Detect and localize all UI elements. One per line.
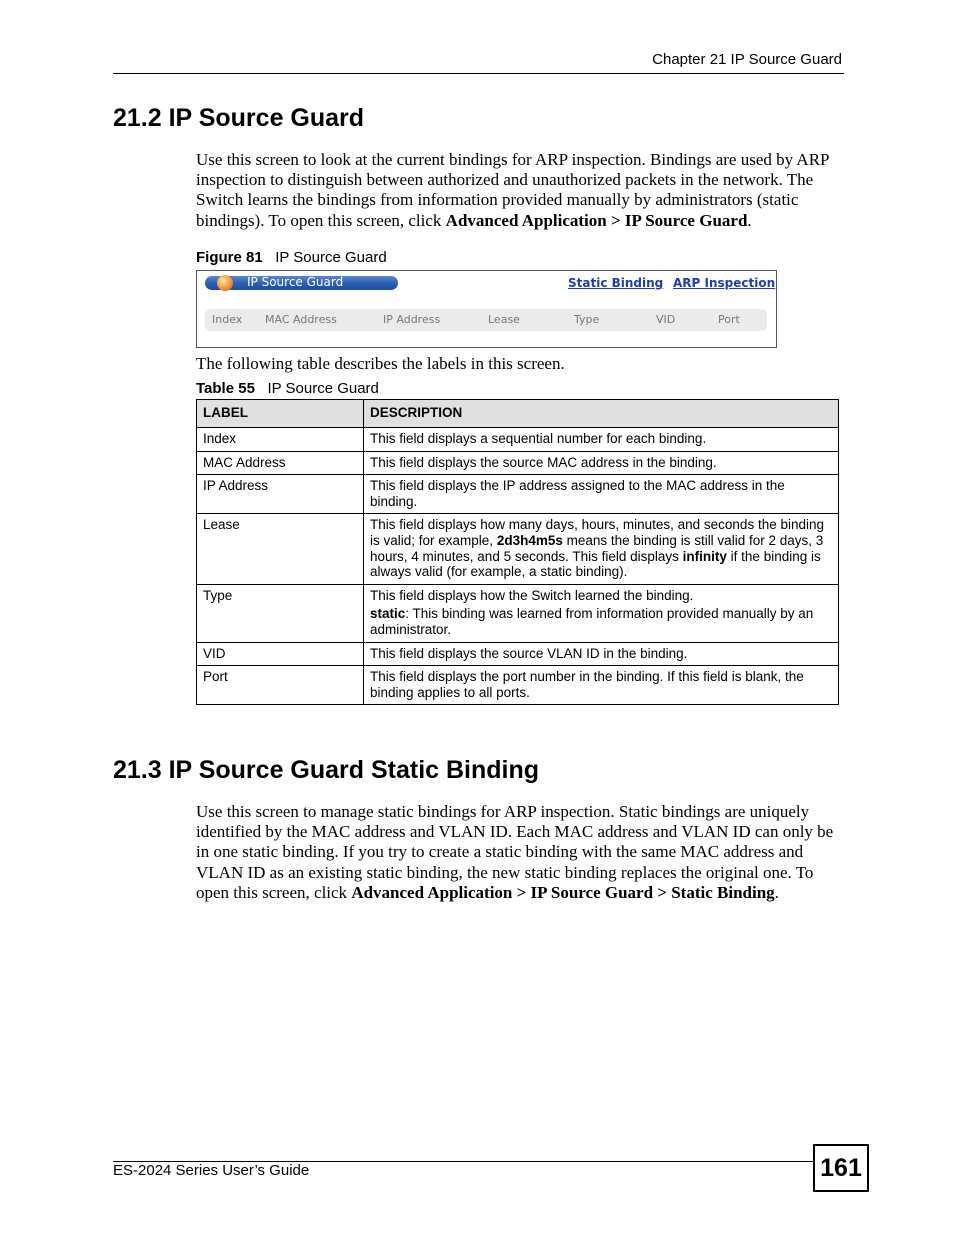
figure-caption-text: IP Source Guard: [275, 249, 387, 266]
row-description: [364, 514, 839, 584]
section-21-3-paragraph: [196, 802, 842, 903]
label-description-table: [196, 399, 839, 705]
row-description: This field displays the port number in the binding. If this field is blank, the binding applies to all ports.: [364, 666, 839, 705]
table-header-row: [197, 400, 839, 428]
column-port: Port: [718, 313, 740, 326]
table-caption-label: Table 55: [196, 380, 255, 397]
page-number: 161: [813, 1144, 869, 1192]
table-row: [197, 451, 839, 475]
orb-icon: [217, 275, 233, 291]
menu-path: Advanced Application > IP Source Guard > Static Binding: [351, 882, 775, 902]
desc-text: if the binding is always valid (for example, a static binding).: [370, 548, 821, 580]
table-row: [197, 428, 839, 452]
table-row: [197, 475, 839, 514]
desc-example: 2d3h4m5s: [496, 532, 563, 548]
desc-text: means the binding is still valid for 2 days, 3 hours, 4 minutes, and 5 seconds. This field displays: [370, 532, 824, 564]
table-caption-text: IP Source Guard: [267, 380, 379, 397]
table-row: [197, 666, 839, 705]
row-label: Lease: [197, 514, 364, 584]
column-ip-address: IP Address: [383, 313, 441, 326]
static-binding-link[interactable]: Static Binding: [568, 276, 664, 290]
chapter-header: Chapter 21 IP Source Guard: [652, 51, 842, 68]
figure-caption: [196, 249, 387, 266]
column-vid: VID: [656, 313, 676, 326]
figure-caption-label: Figure 81: [196, 249, 263, 266]
row-label: Type: [197, 584, 364, 642]
screen-title: IP Source Guard: [247, 275, 344, 289]
screen-title-bar: [205, 276, 398, 290]
paragraph-text: Use this screen to manage static bindings for ARP inspection. Static bindings are uniquely identified by the MAC address and VLAN ID. Each MAC address and VLAN ID can only be in one static binding. If you try to create a static binding with the same MAC address and VLAN ID as an existing static binding, the new static binding replaces the original one. To open this screen, click: [196, 802, 834, 902]
table-row: [197, 584, 839, 642]
section-heading-21-2: 21.2 IP Source Guard: [113, 104, 365, 132]
menu-path: Advanced Application > IP Source Guard: [445, 210, 748, 230]
row-description: [364, 584, 839, 642]
section-heading-21-3: 21.3 IP Source Guard Static Binding: [113, 756, 540, 784]
desc-keyword: static: [370, 606, 406, 622]
column-lease: Lease: [488, 313, 520, 326]
column-type: Type: [574, 313, 600, 326]
section-21-2-paragraph: [196, 150, 842, 231]
ip-source-guard-screenshot: [196, 270, 777, 348]
row-description: This field displays the IP address assigned to the MAC address in the binding.: [364, 475, 839, 514]
header-description: DESCRIPTION: [364, 400, 839, 428]
paragraph-end: .: [774, 882, 779, 902]
arp-inspection-link[interactable]: ARP Inspection: [673, 276, 776, 290]
bindings-header-row: [205, 309, 767, 331]
desc-paragraph: This field displays how the Switch learned the binding.: [370, 587, 694, 603]
table-row: [197, 514, 839, 584]
row-label: MAC Address: [197, 451, 364, 475]
paragraph-text: Use this screen to look at the current bindings for ARP inspection. Bindings are used by ARP inspection to distinguish between authorized and unauthorized packets in the network. The Switch learns the bindings from information provided manually by administrators (static bindings). To open this screen, click: [196, 150, 829, 230]
desc-paragraph-static: [370, 606, 832, 637]
desc-text: This field displays how many days, hours, minutes, and seconds the binding is valid; for example,: [370, 517, 824, 548]
row-description: This field displays the source VLAN ID in the binding.: [364, 642, 839, 666]
table-row: [197, 642, 839, 666]
header-label: LABEL: [197, 400, 364, 428]
row-description: This field displays the source MAC address in the binding.: [364, 451, 839, 475]
column-index: Index: [212, 313, 243, 326]
table-intro-text: The following table describes the labels in this screen.: [196, 354, 565, 373]
row-label: Port: [197, 666, 364, 705]
row-description: This field displays a sequential number for each binding.: [364, 428, 839, 452]
table-caption: [196, 380, 379, 397]
desc-keyword: infinity: [682, 548, 727, 564]
row-label: VID: [197, 642, 364, 666]
desc-text: : This binding was learned from information provided manually by an administrator.: [370, 606, 814, 637]
paragraph-end: .: [747, 210, 752, 230]
column-mac-address: MAC Address: [265, 313, 337, 326]
row-label: Index: [197, 428, 364, 452]
footer-guide-title: ES-2024 Series User’s Guide: [113, 1162, 310, 1179]
header-rule: [113, 73, 844, 74]
row-label: IP Address: [197, 475, 364, 514]
